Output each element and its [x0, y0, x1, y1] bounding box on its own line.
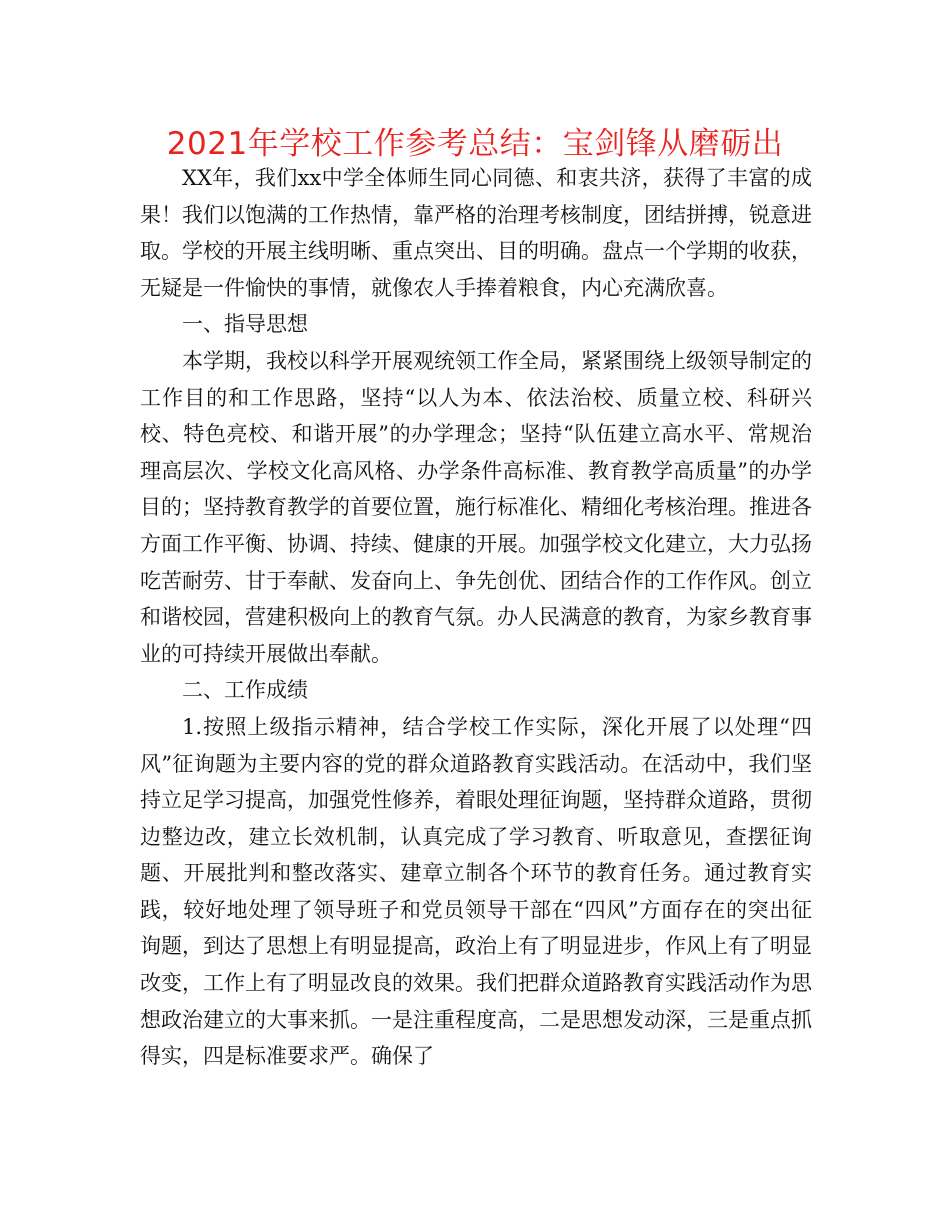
section-heading-achievements: 二、工作成绩 — [182, 678, 308, 703]
paragraph-guiding-thought: 本学期，我校以科学开展观统领工作全局，紧紧围绕上级领导制定的工作目的和工作思路，坚持“以人为本、依法治校、质量立校、科研兴校、特色亮校、和谐开展”的办学理念；坚持“队伍建立高水平、常规治理高层次、学校文化高风格、办学条件高标准、教育教学高质量”的办学目的；坚持教育教学的首要位置，施行标准化、精细化考核治理。推进各方面工作平衡、协调、持续、健康的开展。加强学校文化建立，大力弘扬吃苦耐劳、甘于奉献、发奋向上、争先创优、团结合作的工作作风。创立和谐校园，营建积极向上的教育气氛。办人民满意的教育，为家乡教育事业的可持续开展做出奉献。 — [140, 348, 812, 666]
document-title: 2021年学校工作参考总结：宝剑锋从磨砺出 — [166, 126, 784, 162]
paragraph-intro: XX年，我们xx中学全体师生同心同德、和衷共济，获得了丰富的成果！我们以饱满的工作热情，靠严格的治理考核制度，团结拼搏，锐意进取。学校的开展主线明晰、重点突出、目的明确。盘点一个学期的收获，无疑是一件愉快的事情，就像农人手捧着粮食，内心充满欣喜。 — [140, 166, 812, 300]
paragraph-achievement-1: 1.按照上级指示精神，结合学校工作实际，深化开展了以处理“四风”征询题为主要内容的党的群众道路教育实践活动。在活动中，我们坚持立足学习提高，加强党性修养，着眼处理征询题，坚持群众道路，贯彻边整边改，建立长效机制，认真完成了学习教育、听取意见，查摆征询题、开展批判和整改落实、建章立制各个环节的教育任务。通过教育实践，较好地处理了领导班子和党员领导干部在“四风”方面存在的突出征询题，到达了思想上有明显提高，政治上有了明显进步，作风上有了明显改变，工作上有了明显改良的效果。我们把群众道路教育实践活动作为思想政治建立的大事来抓。一是注重程度高，二是思想发动深，三是重点抓得实，四是标准要求严。确保了 — [140, 714, 812, 1069]
section-heading-guiding-thought: 一、指导思想 — [182, 312, 308, 337]
document-body — [140, 160, 812, 1075]
